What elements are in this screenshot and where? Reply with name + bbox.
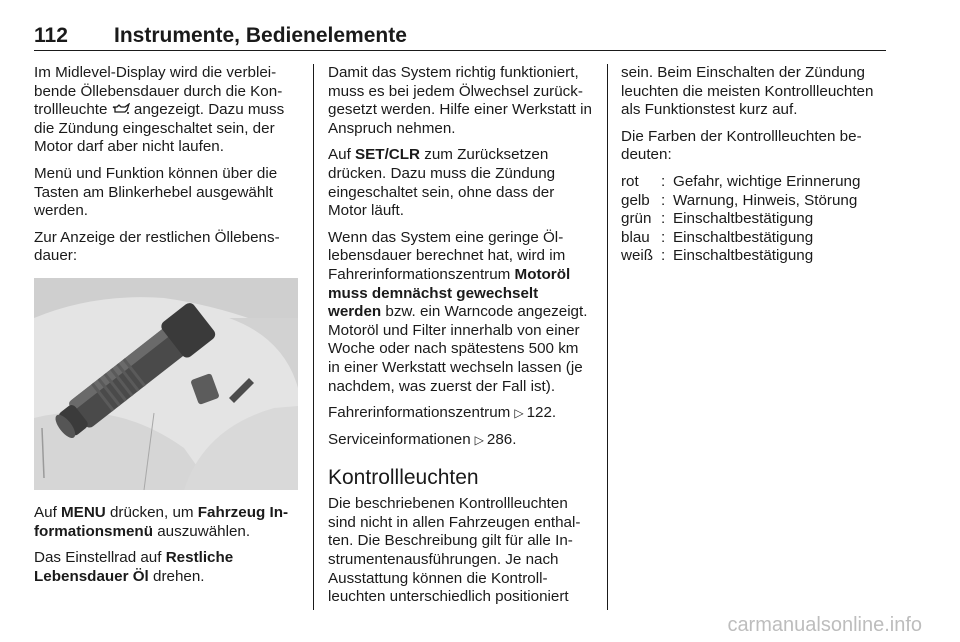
column-3 xyxy=(621,64,887,266)
cross-reference[interactable] xyxy=(328,404,594,423)
color-meaning: Einschaltbestätigung xyxy=(673,247,814,265)
table-row xyxy=(621,192,887,211)
page-reference-icon: ▷ xyxy=(474,432,484,447)
table-row xyxy=(621,173,887,192)
color-meaning: Einschaltbestätigung xyxy=(673,228,814,246)
paragraph xyxy=(328,229,594,396)
paragraph xyxy=(34,549,300,586)
watermark: carmanualsonline.info xyxy=(727,614,922,636)
paragraph: Damit das System richtig funktioniert, muss es bei jedem Ölwechsel zurückgesetzt werden. Hilfe einer Werkstatt in Anspruch nehmen. xyxy=(328,64,592,137)
color-name: grün xyxy=(621,210,652,228)
cross-reference[interactable] xyxy=(328,431,594,450)
separator: : xyxy=(661,247,666,265)
menu-name: Fahrzeug Informationsmenü xyxy=(34,503,289,540)
text-run: zum Zurücksetzen drücken. Dazu muss die Zündung eingeschaltet sein, ohne dass der Motor läuft. xyxy=(328,146,556,220)
paragraph: sein. Beim Einschalten der Zündung leuchten die meisten Kontrollleuchten als Funktionstest kurz auf. xyxy=(621,64,874,119)
color-name: gelb xyxy=(621,191,650,209)
paragraph: Die Farben der Kontrollleuchten bedeuten: xyxy=(621,127,862,164)
text-run: drücken, um xyxy=(105,503,198,521)
separator: : xyxy=(661,172,666,190)
text-run: angezeigt. Dazu muss die Zündung eingeschaltet sein, der Motor darf aber nicht laufen. xyxy=(34,101,285,156)
text-run: Wenn das System eine geringe Öllebensdauer berechnet hat, wird im Fahrerinformationszentrum xyxy=(328,228,566,283)
paragraph xyxy=(34,504,300,541)
table-row xyxy=(621,229,887,248)
table-row xyxy=(621,247,887,266)
section-heading: Kontrollleuchten xyxy=(328,466,479,490)
separator: : xyxy=(661,191,666,209)
page-reference-icon: ▷ xyxy=(514,406,524,421)
text-run: Auf xyxy=(328,146,356,164)
column-1 xyxy=(34,64,300,594)
set-clr-button-label: SET/CLR xyxy=(355,146,421,164)
column-divider xyxy=(607,64,608,610)
color-name: blau xyxy=(621,228,650,246)
color-meaning: Einschaltbestätigung xyxy=(673,210,814,228)
color-name: weiß xyxy=(621,247,654,265)
reference-text: Serviceinformationen xyxy=(328,430,471,448)
menu-item-name: Restliche Lebensdauer Öl xyxy=(34,549,234,585)
text-run: Auf xyxy=(34,503,62,521)
column-2 xyxy=(328,64,594,615)
color-meaning: Gefahr, wichtige Erinnerung xyxy=(673,172,861,190)
color-meaning: Warnung, Hinweis, Störung xyxy=(673,191,858,209)
turn-signal-lever-photo xyxy=(34,278,298,490)
paragraph xyxy=(34,64,300,157)
page-header xyxy=(34,20,886,51)
warning-message: Motoröl muss demnächst gewechselt werden xyxy=(328,265,571,321)
text-run: Das Einstellrad auf xyxy=(34,549,166,567)
text-run: drehen. xyxy=(148,567,205,585)
text-run: Im Midlevel-Display wird die verbleibende Öllebensdauer durch die Kontrollleuchte xyxy=(34,64,283,119)
text-run: bzw. ein Warncode angezeigt. Motoröl und Filter innerhalb von einer Woche oder nach spätestens 500 km in einer Werkstatt wechseln lassen (je nachdem, was zuerst der Fall ist). xyxy=(328,303,588,395)
paragraph: Menü und Funktion können über die Tasten am Blinkerhebel ausgewählt werden. xyxy=(34,164,278,220)
column-divider xyxy=(313,64,314,610)
separator: : xyxy=(661,210,666,228)
paragraph: Die beschriebenen Kontrollleuchten sind nicht in allen Fahrzeugen enthalten. Die Beschreibung gilt für alle Instrumentenausführungen. Je nach Ausstattung können die Kontrollleuchten unterschiedlich positioniert xyxy=(328,495,581,606)
reference-page: 286. xyxy=(486,430,517,448)
color-meaning-table xyxy=(621,173,887,266)
paragraph xyxy=(328,146,594,220)
chapter-title: Instrumente, Bedienelemente xyxy=(114,24,407,47)
menu-button-label: MENU xyxy=(61,503,106,521)
reference-page: 122. xyxy=(526,404,557,422)
color-name: rot xyxy=(621,172,639,190)
text-run: auszuwählen. xyxy=(152,522,251,540)
paragraph: Zur Anzeige der restlichen Öllebensdauer: xyxy=(34,228,280,265)
separator: : xyxy=(661,228,666,246)
page-number: 112 xyxy=(34,24,68,47)
oil-can-icon xyxy=(112,103,130,115)
reference-text: Fahrerinformationszentrum xyxy=(328,404,511,422)
table-row xyxy=(621,210,887,229)
